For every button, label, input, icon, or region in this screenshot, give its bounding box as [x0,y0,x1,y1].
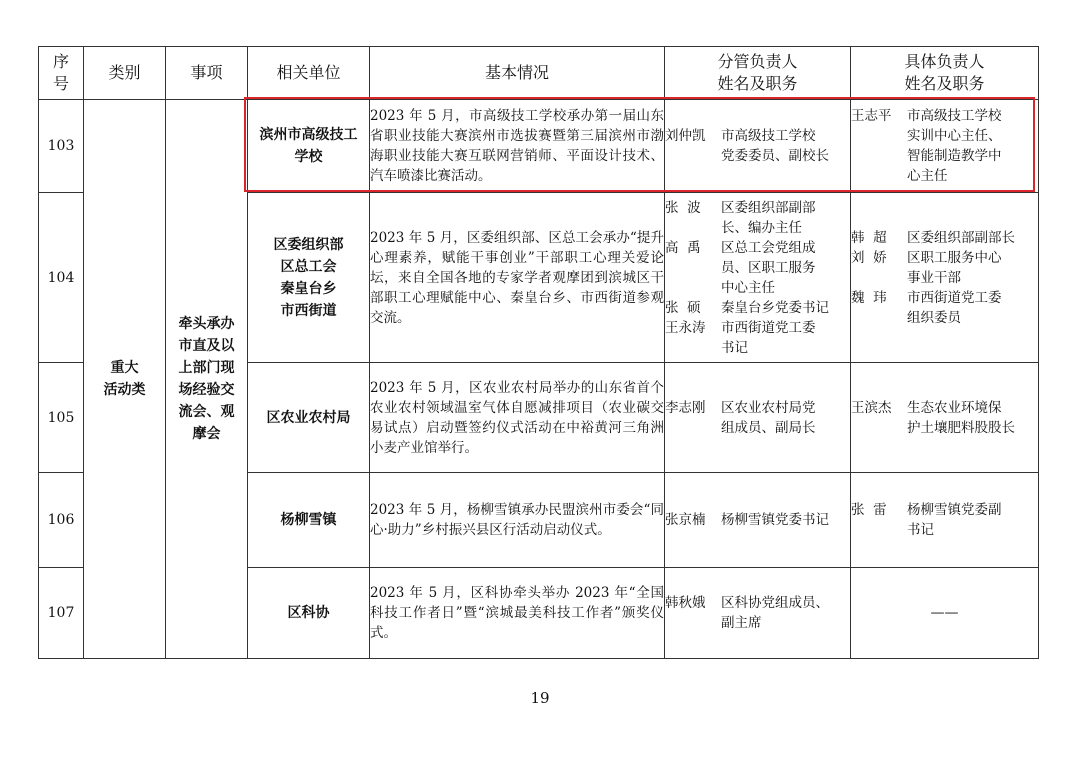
row-number: 106 [39,473,84,568]
person-name: 张 硕 [665,299,701,316]
unit-cell: 杨柳雪镇 [248,473,370,568]
person-entry [665,238,850,298]
person-name: 刘仲凯 [665,128,706,144]
unit-cell: 区农业农村局 [248,363,370,473]
person-role: 区农业农村局党 组成员、副局长 [721,399,816,436]
leader-cell [665,568,851,659]
responsible-cell-empty: —— [851,568,1039,659]
unit-cell: 区科协 [248,568,370,659]
header-unit: 相关单位 [248,47,370,100]
person-entry [665,593,850,633]
responsible-cell [851,473,1039,568]
leader-cell [665,193,851,363]
person-name: 王滨杰 [851,399,892,416]
person-name: 魏 玮 [851,289,887,306]
activity-table [38,46,1039,659]
responsible-cell [851,193,1039,363]
person-role: 生态农业环境保 护土壤肥料股股长 [907,399,1015,436]
row-number: 107 [39,568,84,659]
person-entry [665,510,850,530]
basic-info: 2023 年 5 月，区农业农村局举办的山东省首个农业农村领域温室气体自愿减排项目（农业碳交易试点）启动暨签约仪式活动在中裕黄河三角洲小麦产业馆举行。 [370,363,665,473]
person-entry [851,228,1038,248]
person-entry [665,298,850,318]
person-name: 刘 娇 [851,249,887,266]
person-entry [665,198,850,238]
basic-info: 2023 年 5 月，区科协牵头举办 2023 年“全国科技工作者日”暨“滨城最美科技工作者”颁奖仪式。 [370,568,665,659]
header-no: 序 号 [39,47,84,100]
person-role: 市西街道党工委 组织委员 [907,289,1002,326]
person-role: 市高级技工学校 实训中心主任、 智能制造教学中 心主任 [907,108,1002,184]
person-role: 市高级技工学校 党委委员、副校长 [721,128,829,164]
header-basic: 基本情况 [370,47,665,100]
table-header-row [39,47,1039,100]
person-role: 区科协党组成员、 副主席 [721,595,829,631]
table-row [39,100,1039,193]
person-role: 区总工会党组成 员、区职工服务 中心主任 [721,239,816,296]
person-entry [851,288,1038,328]
person-role: 杨柳雪镇党委副 书记 [907,502,1002,538]
leader-cell [665,100,851,193]
row-number: 105 [39,363,84,473]
header-category: 类别 [84,47,166,100]
person-entry [665,318,850,358]
person-entry [851,106,1038,186]
basic-info: 2023 年 5 月，区委组织部、区总工会承办“提升心理素养，赋能干事创业”干部职工心理关爱论坛，来自全国各地的专家学者观摩团到滨城区干部职工心理赋能中心、秦皇台乡、市西街道参观交流。 [370,193,665,363]
leader-cell [665,473,851,568]
responsible-cell [851,100,1039,193]
header-item: 事项 [166,47,248,100]
person-entry [851,248,1038,288]
person-name: 李志刚 [665,399,706,416]
person-entry [851,398,1038,438]
person-role: 区职工服务中心 事业干部 [907,249,1002,286]
merged-category: 重大 活动类 [84,100,166,659]
person-name: 王永涛 [665,319,706,336]
header-leader: 分管负责人 姓名及职务 [665,47,851,100]
person-entry [851,500,1038,540]
person-name: 张京楠 [665,512,706,528]
person-role: 杨柳雪镇党委书记 [721,512,829,528]
unit-cell: 滨州市高级技工 学校 [248,100,370,193]
person-role: 市西街道党工委 书记 [721,319,816,356]
basic-info: 2023 年 5 月，市高级技工学校承办第一届山东省职业技能大赛滨州市选拔赛暨第三届滨州市渤海职业技能大赛互联网营销师、平面设计技术、汽车喷漆比赛活动。 [370,100,665,193]
person-role: 秦皇台乡党委书记 [721,299,829,316]
person-role: 区委组织部副部长 [907,229,1015,246]
header-responsible: 具体负责人 姓名及职务 [851,47,1039,100]
person-entry [665,398,850,438]
page-number: 19 [530,689,550,707]
basic-info: 2023 年 5 月，杨柳雪镇承办民盟滨州市委会“同心·助力”乡村振兴县区行活动启动仪式。 [370,473,665,568]
person-name: 王志平 [851,108,892,124]
person-name: 韩秋娥 [665,595,706,611]
row-number: 104 [39,193,84,363]
merged-item: 牵头承办 市直及以 上部门现 场经验交 流会、观 摩会 [166,100,248,659]
person-name: 张 雷 [851,502,887,518]
leader-cell [665,363,851,473]
person-name: 高 禹 [665,239,701,256]
person-name: 韩 超 [851,229,887,246]
person-name: 张 波 [665,199,701,216]
unit-cell: 区委组织部 区总工会 秦皇台乡 市西街道 [248,193,370,363]
row-number: 103 [39,100,84,193]
person-entry [665,126,850,166]
responsible-cell [851,363,1039,473]
person-role: 区委组织部副部 长、编办主任 [721,199,816,236]
